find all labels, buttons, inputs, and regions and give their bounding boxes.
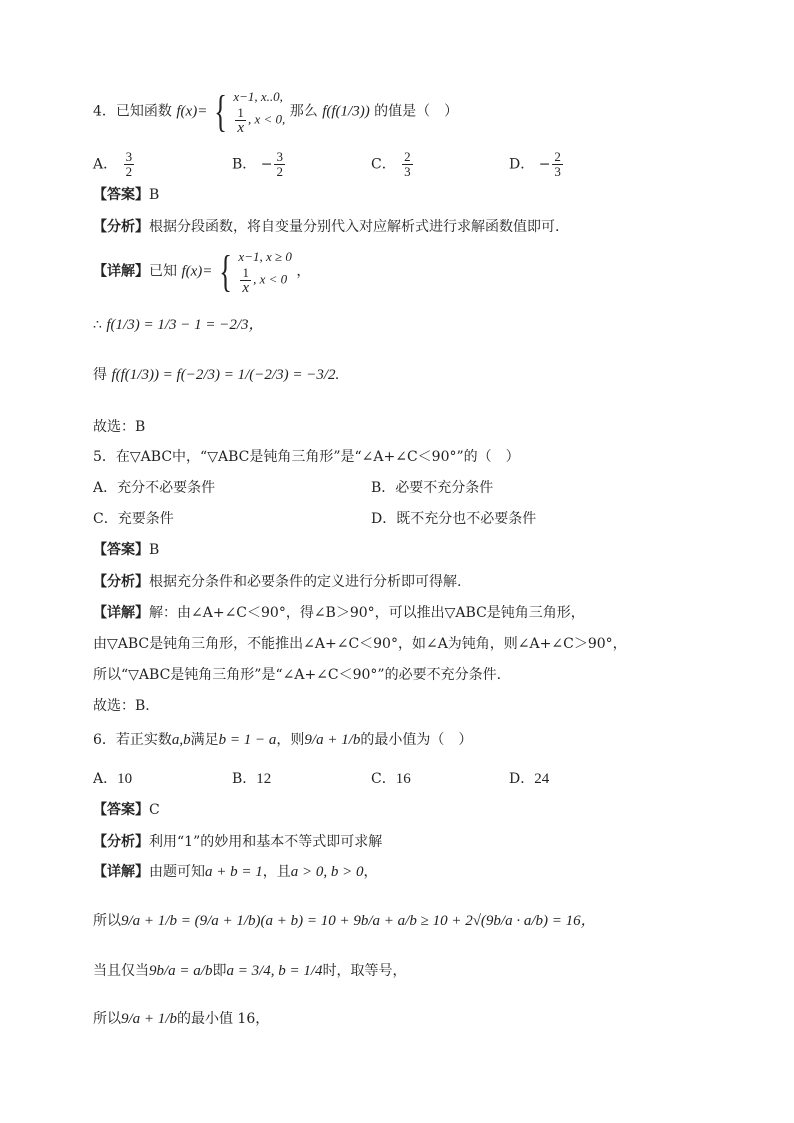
- q4-case2-rest: , x < 0,: [248, 111, 286, 127]
- answer-tag: 【答案】: [93, 187, 149, 203]
- answer-value: B: [149, 542, 160, 558]
- detail-prefix: 所以: [93, 913, 121, 929]
- option-letter: A．: [93, 156, 118, 173]
- option-text: 10: [117, 771, 133, 787]
- detail-text: 解：由∠A+∠C＜90°，得∠B＞90°，可以推出▽ABC是钝角三角形，: [149, 605, 585, 621]
- option-text: 充要条件: [117, 511, 174, 527]
- option-num: 3: [125, 149, 133, 164]
- q4-answer: [93, 186, 159, 204]
- option-letter: D．: [509, 771, 535, 787]
- detail-tag: 【详解】: [93, 605, 149, 621]
- q6-detail2: [93, 912, 596, 930]
- option-letter: B．: [232, 156, 257, 173]
- q4-function-lhs: f(x)=: [176, 103, 208, 120]
- option-den: 2: [125, 164, 133, 179]
- q4-detail: [93, 248, 310, 295]
- detail-equation: a + b = 1: [205, 864, 263, 880]
- q4-stem-then: 那么: [289, 103, 318, 120]
- q6-stem: [93, 731, 472, 749]
- step2-prefix: 得: [93, 367, 107, 383]
- q4-step2: [93, 366, 339, 384]
- q6-stem-satisfy: 满足: [190, 732, 219, 748]
- detail-values: a = 3/4, b = 1/4: [226, 963, 323, 979]
- detail-text: 即: [212, 963, 227, 979]
- detail-case2-num: 1: [242, 265, 249, 280]
- q6-option-b: [232, 770, 271, 788]
- q5-stem: [93, 448, 520, 466]
- q5-conclusion: [93, 697, 150, 715]
- q4-case1: x−1, x..0,: [233, 89, 283, 104]
- conclusion-text: 故选：B.: [93, 698, 150, 714]
- step1-prefix: ∴: [93, 317, 102, 333]
- q4-conclusion: [93, 418, 145, 436]
- option-num: 3: [276, 149, 283, 164]
- q5-option-b: [371, 479, 493, 497]
- option-letter: C．: [371, 156, 396, 173]
- step2-expression: f(f(1/3)) = f(−2/3) = 1/(−2/3) = −3/2.: [111, 367, 340, 383]
- q5-option-c: [93, 510, 174, 528]
- q6-answer: [93, 801, 160, 819]
- option-letter: B．: [232, 771, 257, 787]
- option-den: 2: [276, 164, 283, 179]
- q6-detail4: [93, 1010, 269, 1028]
- q6-expression: 9/a + 1/b: [304, 732, 361, 748]
- detail-equality: 9b/a = a/b: [149, 963, 213, 979]
- option-sign: −: [260, 156, 273, 173]
- q6-option-d: [509, 770, 549, 788]
- option-text: 12: [256, 771, 272, 787]
- q5-stem-text: 5．在▽ABC中，“▽ABC是钝角三角形”是“∠A+∠C＜90°”的（ ）: [93, 449, 520, 465]
- q6-condition: b = 1 − a: [218, 732, 277, 748]
- q6-detail3: [93, 962, 407, 980]
- detail-case2: [238, 266, 291, 295]
- detail-text: 当且仅当: [93, 963, 149, 979]
- q4-stem-end: 的值是（ ）: [374, 103, 459, 120]
- analysis-tag: 【分析】: [93, 834, 149, 850]
- option-letter: A．: [93, 480, 118, 496]
- q5-detail3: [93, 666, 501, 684]
- q4-option-c: [371, 150, 415, 179]
- detail-text: 由▽ABC是钝角三角形，不能推出∠A+∠C＜90°，如∠A为钝角，则∠A+∠C＞90°，: [93, 636, 627, 652]
- q4-option-b: [232, 150, 287, 179]
- q6-stem-end: 的最小值为（ ）: [360, 732, 473, 748]
- option-num: 2: [404, 149, 411, 164]
- option-letter: C．: [371, 771, 396, 787]
- option-letter: C．: [93, 511, 118, 527]
- option-letter: B．: [371, 480, 396, 496]
- analysis-tag: 【分析】: [93, 574, 149, 590]
- q6-analysis: [93, 833, 382, 851]
- detail-comma: ，: [296, 263, 311, 280]
- q4-case2-num: 1: [237, 105, 244, 120]
- detail-case2-den: x: [242, 280, 250, 296]
- answer-value: C: [149, 802, 160, 818]
- detail-derivation: 9/a + 1/b = (9/a + 1/b)(a + b) = 10 + 9b/a + a/b ≥ 10 + 2√(9b/a · a/b) = 16，: [121, 913, 596, 929]
- detail-function-lhs: f(x)=: [181, 263, 213, 280]
- q5-answer: [93, 541, 159, 559]
- option-letter: D．: [371, 511, 397, 527]
- detail-expression: 9/a + 1/b: [121, 1011, 177, 1027]
- detail-text: 所以“▽ABC是钝角三角形”是“∠A+∠C＜90°”的必要不充分条件.: [93, 667, 502, 683]
- q4-stem-text: 4．已知函数: [93, 103, 172, 120]
- detail-tag: 【详解】: [93, 864, 149, 880]
- q4-step1: [93, 316, 264, 334]
- analysis-text: 利用“1”的妙用和基本不等式即可求解: [149, 834, 383, 850]
- option-letter: A．: [93, 771, 118, 787]
- option-text: 既不充分也不必要条件: [396, 511, 537, 527]
- option-sign: −: [538, 156, 551, 173]
- option-text: 24: [534, 771, 550, 787]
- analysis-text: 根据充分条件和必要条件的定义进行分析即可得解.: [149, 574, 462, 590]
- q6-vars: a,b: [171, 732, 191, 748]
- q5-detail2: [93, 635, 627, 653]
- q4-analysis: [93, 218, 559, 236]
- q6-option-c: [371, 770, 411, 788]
- detail-cases: [238, 248, 291, 295]
- q4-option-a: [93, 150, 136, 179]
- detail-text: 的最小值 16，: [176, 1011, 270, 1027]
- q4-brace: {: [213, 86, 227, 136]
- q5-option-d: [371, 510, 536, 528]
- detail-text: ，且: [262, 864, 291, 880]
- q4-case2-den: x: [237, 120, 245, 136]
- detail-tag: 【详解】: [93, 263, 149, 280]
- detail-case2-rest: , x < 0: [253, 271, 288, 287]
- step1-expression: f(1/3) = 1/3 − 1 = −2/3，: [106, 317, 264, 333]
- q6-option-a: [93, 770, 132, 788]
- detail-brace: {: [219, 246, 232, 296]
- answer-tag: 【答案】: [93, 542, 149, 558]
- option-text: 充分不必要条件: [117, 480, 216, 496]
- detail-case1: x−1, x ≥ 0: [238, 249, 292, 264]
- option-text: 必要不充分条件: [395, 480, 494, 496]
- analysis-text: 根据分段函数，将自变量分别代入对应解析式进行求解函数值即可.: [149, 219, 560, 235]
- detail-text: ，: [363, 864, 378, 880]
- option-letter: D．: [509, 156, 535, 173]
- q4-ff-expression: f(f(1/3)): [322, 103, 370, 120]
- detail-text: 由题可知: [149, 864, 205, 880]
- answer-value: B: [149, 187, 160, 203]
- option-text: 16: [395, 771, 411, 787]
- q4-option-d: [509, 150, 565, 179]
- q5-option-a: [93, 479, 215, 497]
- q4-cases: [233, 88, 285, 135]
- conclusion-text: 故选：B: [93, 419, 146, 435]
- detail-text: 已知: [149, 263, 177, 280]
- q6-stem-text: 6．若正实数: [93, 732, 172, 748]
- detail-condition: a > 0, b > 0: [290, 864, 364, 880]
- analysis-tag: 【分析】: [93, 219, 149, 235]
- detail-text: 所以: [93, 1011, 121, 1027]
- q4-stem: [93, 88, 458, 135]
- option-den: 3: [554, 164, 561, 179]
- option-den: 3: [404, 164, 411, 179]
- q6-detail1: [93, 863, 378, 881]
- q4-case2: [233, 106, 285, 135]
- answer-tag: 【答案】: [93, 802, 149, 818]
- option-num: 2: [554, 149, 561, 164]
- q6-stem-then: ，则: [276, 732, 305, 748]
- q5-analysis: [93, 573, 461, 591]
- detail-text: 时，取等号，: [322, 963, 407, 979]
- q5-detail1: [93, 604, 585, 622]
